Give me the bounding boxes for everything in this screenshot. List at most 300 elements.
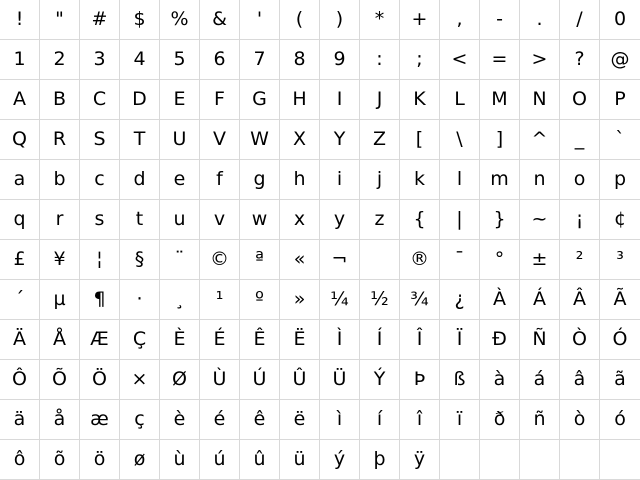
glyph-character: « [293,248,306,270]
glyph-character: L [454,88,465,110]
glyph-cell[interactable] [160,440,200,480]
glyph-character: á [533,368,546,390]
glyph-cell[interactable] [200,280,240,320]
glyph-cell[interactable] [360,400,400,440]
glyph-cell[interactable] [280,0,320,40]
glyph-character: Ò [572,328,587,350]
glyph-character: V [213,128,226,150]
glyph-character: Ø [172,368,187,390]
glyph-cell[interactable] [120,0,160,40]
glyph-character: " [55,8,64,30]
glyph-cell[interactable] [440,280,480,320]
glyph-cell[interactable] [120,200,160,240]
glyph-cell[interactable] [160,360,200,400]
glyph-character: Ê [253,328,266,350]
glyph-character: Ü [332,368,347,390]
glyph-character: ` [615,128,625,150]
glyph-cell[interactable] [280,240,320,280]
glyph-character: º [255,288,264,310]
glyph-cell[interactable] [440,400,480,440]
glyph-character: ! [15,8,24,30]
glyph-character: O [572,88,587,110]
glyph-cell[interactable] [80,400,120,440]
glyph-character: % [170,8,189,30]
glyph-character: ª [255,248,264,270]
glyph-cell[interactable] [520,160,560,200]
glyph-character: å [53,408,66,430]
glyph-cell[interactable] [480,240,520,280]
glyph-cell[interactable] [160,80,200,120]
glyph-character: Ñ [532,328,547,350]
glyph-cell[interactable] [0,40,40,80]
glyph-character: j [376,168,383,190]
glyph-cell[interactable] [240,160,280,200]
glyph-cell[interactable] [440,80,480,120]
glyph-cell[interactable] [600,240,640,280]
glyph-cell[interactable] [600,400,640,440]
glyph-cell[interactable] [0,400,40,440]
glyph-cell[interactable] [40,320,80,360]
glyph-cell[interactable] [520,200,560,240]
glyph-cell[interactable] [360,200,400,240]
glyph-cell[interactable] [400,40,440,80]
glyph-cell[interactable] [440,360,480,400]
glyph-character: Ä [13,328,26,350]
glyph-cell[interactable] [40,0,80,40]
glyph-cell[interactable] [480,200,520,240]
glyph-cell[interactable] [80,320,120,360]
glyph-cell[interactable] [600,200,640,240]
glyph-character: q [13,208,26,230]
glyph-character: ú [213,448,226,470]
glyph-cell[interactable] [160,160,200,200]
glyph-cell[interactable] [560,400,600,440]
glyph-character: S [93,128,106,150]
glyph-character: ¸ [174,288,185,310]
glyph-cell[interactable] [240,440,280,480]
glyph-cell[interactable] [600,40,640,80]
glyph-cell[interactable] [80,40,120,80]
glyph-character: ó [614,408,626,430]
glyph-cell[interactable] [400,400,440,440]
glyph-cell[interactable] [280,40,320,80]
glyph-character: ä [13,408,26,430]
glyph-cell[interactable] [120,240,160,280]
glyph-cell[interactable] [40,200,80,240]
glyph-cell[interactable] [320,120,360,160]
glyph-cell[interactable] [280,320,320,360]
glyph-character: / [576,8,583,30]
glyph-cell[interactable] [0,120,40,160]
glyph-cell[interactable] [200,360,240,400]
glyph-character: ø [133,448,146,470]
glyph-character: ³ [616,248,624,270]
glyph-character: [ [415,128,424,150]
glyph-character: Ó [612,328,628,350]
glyph-cell[interactable] [440,200,480,240]
glyph-cell[interactable] [320,320,360,360]
glyph-cell[interactable] [240,320,280,360]
glyph-cell[interactable] [280,200,320,240]
glyph-cell[interactable] [200,0,240,40]
glyph-character: Õ [52,368,67,390]
glyph-character: u [173,208,186,230]
glyph-cell[interactable] [80,240,120,280]
glyph-character: Ç [132,328,147,350]
glyph-cell[interactable] [320,280,360,320]
glyph-cell[interactable] [400,360,440,400]
glyph-cell[interactable] [240,280,280,320]
glyph-character: Ï [456,328,463,350]
glyph-character: ï [456,408,463,430]
glyph-cell[interactable] [280,440,320,480]
glyph-character: Û [292,368,307,390]
glyph-cell[interactable] [160,0,200,40]
glyph-cell[interactable] [0,440,40,480]
glyph-cell[interactable] [520,0,560,40]
glyph-cell[interactable] [560,120,600,160]
glyph-cell[interactable] [600,120,640,160]
glyph-cell[interactable] [360,120,400,160]
glyph-cell[interactable] [80,360,120,400]
glyph-cell[interactable] [320,360,360,400]
glyph-cell[interactable] [400,280,440,320]
glyph-cell[interactable] [360,360,400,400]
glyph-character: N [532,88,547,110]
glyph-cell[interactable] [400,440,440,480]
glyph-cell[interactable] [560,80,600,120]
glyph-cell[interactable] [280,360,320,400]
glyph-cell[interactable] [0,200,40,240]
glyph-cell[interactable] [80,0,120,40]
glyph-character: þ [373,448,386,470]
glyph-cell[interactable] [560,160,600,200]
glyph-cell[interactable] [80,120,120,160]
glyph-character: × [131,368,148,390]
glyph-character: ¢ [613,208,627,230]
glyph-cell[interactable] [0,280,40,320]
glyph-character: C [92,88,107,110]
glyph-character: ¶ [93,288,106,310]
glyph-cell[interactable] [400,0,440,40]
glyph-cell[interactable] [480,0,520,40]
glyph-cell[interactable] [120,360,160,400]
glyph-character: ; [416,48,423,70]
glyph-cell[interactable] [480,160,520,200]
glyph-cell[interactable] [240,240,280,280]
glyph-cell[interactable] [560,200,600,240]
glyph-character: + [411,8,428,30]
glyph-character: 9 [333,48,346,70]
glyph-cell[interactable] [360,440,400,480]
glyph-cell[interactable] [80,80,120,120]
glyph-cell[interactable] [320,40,360,80]
glyph-cell[interactable] [560,440,600,480]
glyph-character: X [292,128,307,150]
glyph-character: 4 [133,48,146,70]
glyph-character: \ [456,128,463,150]
glyph-cell[interactable] [320,240,360,280]
glyph-cell[interactable] [160,240,200,280]
glyph-cell[interactable] [200,440,240,480]
glyph-character: µ [53,288,66,310]
glyph-cell[interactable] [160,320,200,360]
glyph-cell[interactable] [560,360,600,400]
glyph-cell[interactable] [0,360,40,400]
glyph-character: ð [493,408,506,430]
glyph-character: J [376,88,383,110]
glyph-cell[interactable] [440,120,480,160]
glyph-cell[interactable] [480,120,520,160]
glyph-character: è [173,408,186,430]
glyph-character: 1 [13,48,26,70]
glyph-cell[interactable] [360,320,400,360]
glyph-cell[interactable] [480,400,520,440]
glyph-cell[interactable] [160,120,200,160]
glyph-cell[interactable] [120,160,160,200]
glyph-cell[interactable] [320,0,360,40]
glyph-character: f [216,168,223,190]
glyph-cell[interactable] [440,440,480,480]
glyph-cell[interactable] [520,40,560,80]
glyph-character: Y [333,128,346,150]
glyph-cell[interactable] [200,400,240,440]
glyph-cell[interactable] [320,400,360,440]
glyph-character: > [531,48,548,70]
glyph-cell[interactable] [600,320,640,360]
glyph-cell[interactable] [280,400,320,440]
glyph-cell[interactable] [480,40,520,80]
glyph-cell[interactable] [40,400,80,440]
glyph-cell[interactable] [400,240,440,280]
glyph-cell[interactable] [240,200,280,240]
glyph-character: 6 [213,48,226,70]
glyph-cell[interactable] [40,280,80,320]
glyph-character: õ [53,448,66,470]
glyph-character: ý [333,448,346,470]
glyph-cell[interactable] [280,160,320,200]
glyph-cell[interactable] [520,280,560,320]
glyph-cell[interactable] [40,440,80,480]
glyph-character: · [136,288,143,310]
glyph-character: ¯ [454,248,465,270]
glyph-cell[interactable] [120,440,160,480]
glyph-cell[interactable] [360,240,400,280]
glyph-character: ^ [531,128,548,150]
glyph-cell[interactable] [480,440,520,480]
glyph-character: ¾ [410,288,429,310]
glyph-cell[interactable] [120,80,160,120]
glyph-cell[interactable] [440,160,480,200]
glyph-character: w [251,208,268,230]
glyph-cell[interactable] [200,320,240,360]
glyph-cell[interactable] [40,360,80,400]
glyph-cell[interactable] [160,200,200,240]
glyph-cell[interactable] [0,0,40,40]
glyph-character: - [496,8,503,30]
glyph-character: ê [253,408,266,430]
glyph-character: æ [90,408,109,430]
glyph-cell[interactable] [600,80,640,120]
glyph-cell[interactable] [200,40,240,80]
glyph-cell[interactable] [360,80,400,120]
glyph-character: Ð [492,328,507,350]
glyph-cell[interactable] [360,0,400,40]
glyph-cell[interactable] [200,160,240,200]
glyph-cell[interactable] [520,80,560,120]
glyph-character: p [613,168,627,190]
glyph-character: < [451,48,468,70]
glyph-cell[interactable] [400,200,440,240]
glyph-character: à [493,368,506,390]
glyph-cell[interactable] [600,360,640,400]
glyph-cell[interactable] [160,40,200,80]
glyph-character: s [94,208,105,230]
glyph-cell[interactable] [360,40,400,80]
glyph-character: í [376,408,383,430]
glyph-cell[interactable] [480,360,520,400]
glyph-cell[interactable] [560,0,600,40]
glyph-cell[interactable] [520,360,560,400]
glyph-character: ô [13,448,26,470]
glyph-cell[interactable] [320,440,360,480]
glyph-cell[interactable] [400,320,440,360]
glyph-character: ] [495,128,504,150]
glyph-character: y [333,208,346,230]
glyph-character: ¿ [454,288,465,310]
glyph-cell[interactable] [520,400,560,440]
glyph-character: Ý [373,368,386,390]
glyph-character: ò [573,408,586,430]
glyph-character: h [293,168,306,190]
glyph-cell[interactable] [240,40,280,80]
glyph-cell[interactable] [320,80,360,120]
glyph-character: ¹ [215,288,224,310]
glyph-cell[interactable] [240,0,280,40]
glyph-cell[interactable] [440,240,480,280]
glyph-cell[interactable] [360,280,400,320]
glyph-cell[interactable] [80,200,120,240]
glyph-cell[interactable] [480,80,520,120]
glyph-cell[interactable] [360,160,400,200]
glyph-character: À [493,288,506,310]
glyph-character: } [493,208,506,230]
glyph-cell[interactable] [480,320,520,360]
glyph-cell[interactable] [400,120,440,160]
glyph-character: Ã [613,288,627,310]
glyph-cell[interactable] [320,200,360,240]
glyph-cell[interactable] [440,320,480,360]
glyph-character: { [413,208,426,230]
glyph-cell[interactable] [40,40,80,80]
glyph-character: ¨ [174,248,185,270]
glyph-cell[interactable] [0,160,40,200]
glyph-cell[interactable] [240,80,280,120]
glyph-cell[interactable] [320,160,360,200]
glyph-cell[interactable] [40,160,80,200]
glyph-cell[interactable] [280,120,320,160]
glyph-cell[interactable] [80,280,120,320]
glyph-character: k [413,168,425,190]
glyph-cell[interactable] [120,120,160,160]
glyph-character: E [173,88,186,110]
glyph-cell[interactable] [280,80,320,120]
glyph-cell[interactable] [440,0,480,40]
glyph-character: Þ [413,368,426,390]
glyph-cell[interactable] [40,120,80,160]
glyph-character: , [456,8,463,30]
glyph-cell[interactable] [480,280,520,320]
glyph-cell[interactable] [520,440,560,480]
glyph-character: Î [416,328,423,350]
glyph-cell[interactable] [280,280,320,320]
glyph-cell[interactable] [200,80,240,120]
glyph-cell[interactable] [0,80,40,120]
glyph-character: n [533,168,546,190]
glyph-cell[interactable] [160,280,200,320]
glyph-cell[interactable] [600,0,640,40]
glyph-cell[interactable] [80,440,120,480]
glyph-cell[interactable] [560,280,600,320]
glyph-cell[interactable] [120,280,160,320]
glyph-character: î [416,408,423,430]
glyph-cell[interactable] [0,240,40,280]
glyph-cell[interactable] [0,320,40,360]
glyph-character: Ë [293,328,306,350]
glyph-character: H [292,88,307,110]
glyph-cell[interactable] [600,440,640,480]
glyph-cell[interactable] [560,40,600,80]
glyph-cell[interactable] [240,120,280,160]
glyph-cell[interactable] [240,360,280,400]
glyph-cell[interactable] [40,240,80,280]
glyph-character: ç [134,408,145,430]
glyph-character: Ì [336,328,343,350]
glyph-cell[interactable] [120,40,160,80]
glyph-character: v [213,208,226,230]
glyph-cell[interactable] [600,160,640,200]
glyph-cell[interactable] [400,80,440,120]
glyph-cell[interactable] [520,120,560,160]
glyph-character: ¡ [575,208,584,230]
glyph-cell[interactable] [160,400,200,440]
glyph-character: r [55,208,64,230]
glyph-cell[interactable] [560,240,600,280]
glyph-cell[interactable] [80,160,120,200]
glyph-cell[interactable] [440,40,480,80]
glyph-character: m [490,168,509,190]
glyph-character: 3 [93,48,106,70]
glyph-character: l [456,168,463,190]
glyph-cell[interactable] [200,120,240,160]
glyph-cell[interactable] [200,200,240,240]
glyph-character: ° [494,248,505,270]
glyph-cell[interactable] [40,80,80,120]
glyph-cell[interactable] [560,320,600,360]
glyph-character: ù [173,448,186,470]
glyph-cell[interactable] [240,400,280,440]
glyph-cell[interactable] [120,320,160,360]
glyph-cell[interactable] [600,280,640,320]
glyph-cell[interactable] [520,240,560,280]
glyph-cell[interactable] [200,240,240,280]
glyph-cell[interactable] [400,160,440,200]
glyph-cell[interactable] [520,320,560,360]
glyph-character: ñ [533,408,546,430]
glyph-character: Â [573,288,586,310]
glyph-character: Z [372,128,387,150]
glyph-cell[interactable] [120,400,160,440]
